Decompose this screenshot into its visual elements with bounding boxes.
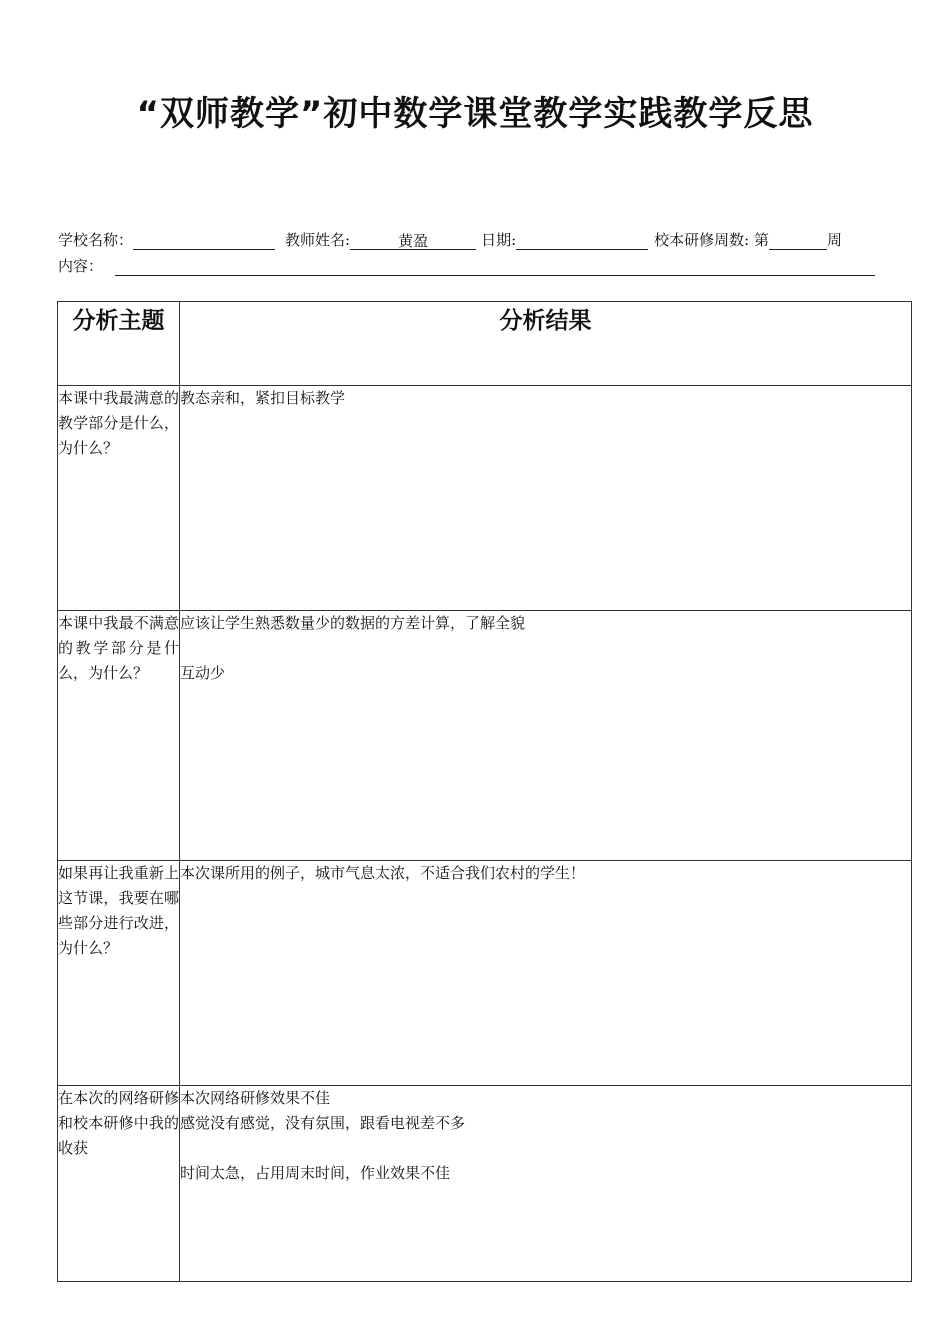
result-cell[interactable]	[180, 386, 912, 611]
school-label: 学校名称：	[58, 231, 134, 249]
result-line: 本次课所用的例子，城市气息太浓，不适合我们农村的学生！	[180, 864, 586, 882]
result-line	[180, 636, 911, 661]
result-line	[180, 1136, 911, 1161]
table-row	[58, 1086, 912, 1282]
table-row	[58, 386, 912, 611]
date-field[interactable]	[516, 231, 648, 250]
teacher-label: 教师姓名:	[285, 231, 351, 249]
result-line: 本次网络研修效果不佳	[180, 1089, 331, 1107]
header-topic: 分析主题	[58, 302, 180, 386]
result-line: 互动少	[180, 664, 226, 682]
topic-cell: 本课中我最不满意的教学部分是什么，为什么？	[58, 611, 180, 861]
table-row	[58, 861, 912, 1086]
topic-cell: 本课中我最满意的教学部分是什么，为什么？	[58, 386, 180, 611]
result-cell[interactable]	[180, 861, 912, 1086]
result-line: 教态亲和，紧扣目标教学	[180, 389, 346, 407]
table-header-row	[58, 302, 912, 386]
form-meta-row	[58, 230, 842, 250]
result-cell[interactable]	[180, 1086, 912, 1282]
content-field[interactable]	[115, 257, 875, 276]
week-number-field[interactable]	[769, 231, 827, 250]
week-suffix: 周	[826, 231, 842, 249]
topic-cell: 在本次的网络研修和校本研修中我的收获	[58, 1086, 180, 1282]
result-line: 时间太急，占用周末时间，作业效果不佳	[180, 1164, 451, 1182]
date-label: 日期:	[481, 231, 517, 249]
document-title: “双师教学”初中数学课堂教学实践教学反思	[136, 94, 814, 134]
table-row	[58, 611, 912, 861]
result-line: 感觉没有感觉，没有氛围，跟看电视差不多	[180, 1114, 466, 1132]
result-cell[interactable]	[180, 611, 912, 861]
week-label: 校本研修周数: 第	[654, 231, 769, 249]
result-line: 应该让学生熟悉数量少的数据的方差计算，了解全貌	[180, 614, 526, 632]
form-content-row	[58, 256, 875, 276]
school-name-field[interactable]	[133, 231, 275, 250]
topic-cell: 如果再让我重新上这节课，我要在哪些部分进行改进，为什么？	[58, 861, 180, 1086]
content-label: 内容：	[58, 257, 104, 275]
teacher-name-field[interactable]: 黄盈	[350, 231, 476, 250]
header-result: 分析结果	[180, 302, 912, 386]
reflection-table	[57, 301, 912, 1282]
